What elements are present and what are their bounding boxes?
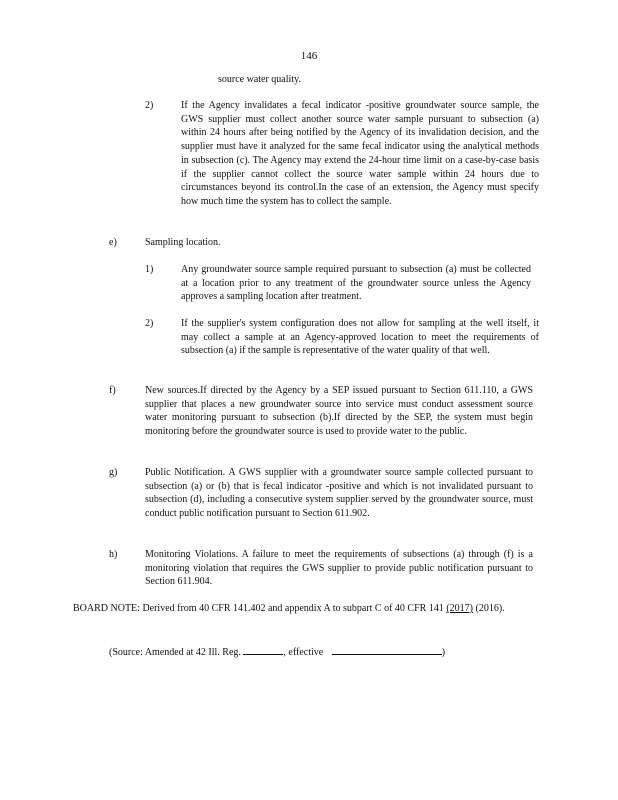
item-g-text: Public Notification. A GWS supplier with a groundwater source sample collected pursuant to subsection (a) or (b) that is fecal indicator -positive and which is not invalidated pursuant to subsection (d), including a consecutive system supplier served by the groundwater source, must conduct public notification pursuant to Section 611.902. [145,467,533,520]
item-d2-label: 2) [145,100,154,111]
item-f-text: New sources.If directed by the Agency by a SEP issued pursuant to Section 611.110, a GWS supplier that places a new groundwater source into service must conduct assessment source water monitoring pursuant to subsection (b).If directed by the SEP, the system must begin monitoring before the groundwater source is used to provide water to the public. [145,385,533,438]
item-d2-text: If the Agency invalidates a fecal indicator -positive groundwater source sample, the GWS supplier must collect another source water sample pursuant to subsection (a) within 24 hours after being notified by the Agency of its invalidation decision, and the supplier must have it analyzed for the same fecal indicator using the analytical methods in subsection (c). The Agency may extend the 24-hour time limit on a case-by-case basis if the supplier cannot collect the source water sample within 24 hours due to circumstances beyond its control.In the case of an extension, the Agency must specify how much time the system has to collect the sample. [181,100,539,207]
board-note [73,602,528,616]
source-close-paren: ) [441,647,446,658]
source-effective-text: , effective [283,647,324,658]
item-h-label: h) [109,549,118,560]
source-line [109,643,445,660]
item-f-label: f) [109,385,116,396]
board-note-text: BOARD NOTE: Derived from 40 CFR 141.402 and appendix A to subpart C of 40 CFR 141 [73,603,444,614]
page-number: 146 [300,50,318,62]
item-e2-label: 2) [145,318,154,329]
board-note-old-year: (2016) [475,603,503,614]
board-note-period: . [502,603,505,614]
effective-date-blank [332,643,442,655]
item-e2-text: If the supplier's system configuration does not allow for sampling at the well itself, it may collect a sample at an Agency-approved location to meet the requirements of subsection (a) if the sample is representative of the water quality of that well. [181,318,539,357]
item-e1-text: Any groundwater source sample required pursuant to subsection (a) must be collected at a location prior to any treatment of the groundwater source unless the Agency approves a sampling location after treatment. [181,264,531,303]
item-e-label: e) [109,237,117,248]
item-g-label: g) [109,467,118,478]
continuation-text: source water quality. [218,74,301,85]
item-e-heading: Sampling location. [145,237,221,248]
item-e1-label: 1) [145,264,154,275]
item-h-text: Monitoring Violations. A failure to meet the requirements of subsections (a) through (f) is a monitoring violation that requires the GWS supplier to provide public notification pursuant to Section 611.904. [145,549,533,588]
reg-blank [243,643,283,655]
source-amended-text: (Source: Amended at 42 Ill. Reg. [109,647,241,658]
board-note-added-year: (2017) [446,603,473,614]
